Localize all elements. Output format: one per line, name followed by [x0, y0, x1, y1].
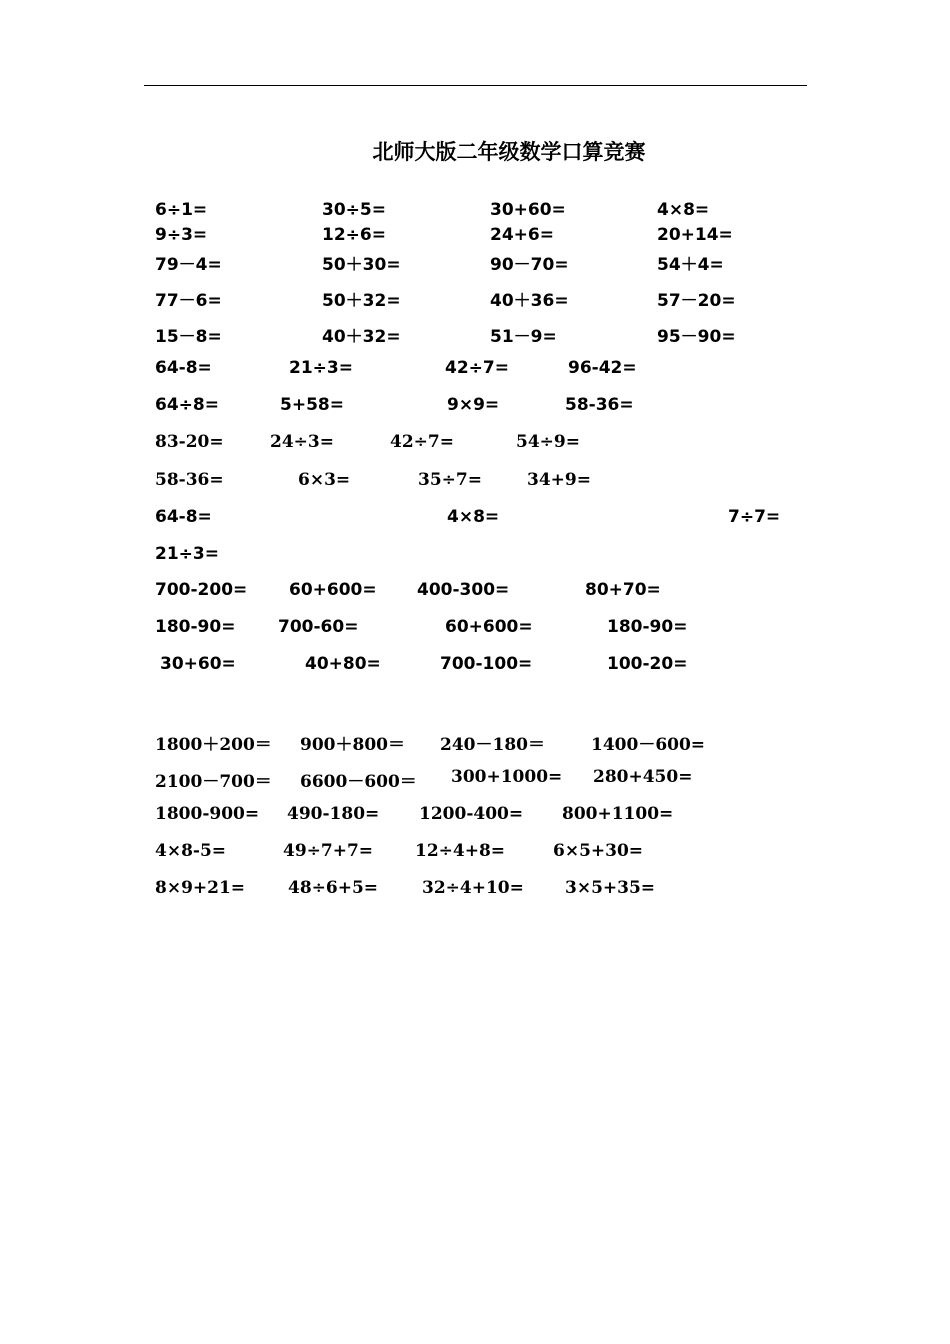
problem-item: 1400－600= — [591, 735, 706, 755]
page-title: 北师大版二年级数学口算竞赛 — [372, 140, 646, 164]
problem-item: 32÷4+10= — [422, 878, 524, 898]
problem-item: 40＋32= — [322, 327, 401, 347]
problem-item: 12÷4+8= — [415, 841, 506, 861]
problem-item: 7÷7= — [728, 507, 781, 527]
problem-item: 40＋36= — [490, 291, 569, 311]
problem-item: 90－70= — [490, 255, 569, 275]
problem-item: 48÷6+5= — [288, 878, 379, 898]
problem-item: 3×5+35= — [565, 878, 656, 898]
problem-item: 64÷8= — [155, 395, 219, 415]
problem-item: 42÷7= — [445, 358, 509, 378]
problem-item: 20+14= — [657, 225, 733, 245]
problem-item: 57－20= — [657, 291, 736, 311]
problem-item: 2100－700＝ — [155, 772, 272, 792]
problem-item: 9×9= — [447, 395, 500, 415]
problem-item: 300+1000= — [451, 767, 563, 787]
problem-item: 24÷3= — [270, 432, 334, 452]
problem-item: 12÷6= — [322, 225, 386, 245]
problem-item: 800+1100= — [562, 804, 674, 824]
problem-item: 64-8= — [155, 358, 212, 378]
problem-item: 6÷1= — [155, 200, 208, 220]
problem-item: 60+600= — [289, 580, 377, 600]
problem-item: 35÷7= — [418, 470, 482, 490]
problem-item: 6600－600＝ — [300, 772, 417, 792]
problem-item: 50＋32= — [322, 291, 401, 311]
problem-item: 4×8= — [447, 507, 500, 527]
problem-item: 900＋800＝ — [300, 735, 405, 755]
problem-item: 180-90= — [155, 617, 236, 637]
problem-item: 30+60= — [160, 654, 236, 674]
problem-item: 34+9= — [527, 470, 591, 490]
problem-item: 30+60= — [490, 200, 566, 220]
problem-item: 180-90= — [607, 617, 688, 637]
problem-item: 58-36= — [155, 470, 224, 490]
problem-item: 100-20= — [607, 654, 688, 674]
problem-item: 95－90= — [657, 327, 736, 347]
problem-item: 400-300= — [417, 580, 510, 600]
problem-item: 15－8= — [155, 327, 222, 347]
problem-item: 96-42= — [568, 358, 637, 378]
problem-item: 4×8= — [657, 200, 710, 220]
problem-item: 700-200= — [155, 580, 248, 600]
problem-item: 51－9= — [490, 327, 557, 347]
problem-item: 490-180= — [287, 804, 380, 824]
problem-item: 83-20= — [155, 432, 224, 452]
problem-item: 24+6= — [490, 225, 554, 245]
problem-item: 1800-900= — [155, 804, 260, 824]
problem-item: 54÷9= — [516, 432, 580, 452]
problem-item: 4×8-5= — [155, 841, 227, 861]
problem-item: 280+450= — [593, 767, 693, 787]
problem-item: 240－180＝ — [440, 735, 545, 755]
problem-item: 700-60= — [278, 617, 359, 637]
problem-item: 50＋30= — [322, 255, 401, 275]
problem-item: 64-8= — [155, 507, 212, 527]
problem-item: 49÷7+7= — [283, 841, 374, 861]
problem-item: 40+80= — [305, 654, 381, 674]
problem-item: 58-36= — [565, 395, 634, 415]
problem-item: 79－4= — [155, 255, 222, 275]
problem-item: 1200-400= — [419, 804, 524, 824]
problem-item: 54＋4= — [657, 255, 724, 275]
problem-item: 30÷5= — [322, 200, 386, 220]
problem-item: 6×3= — [298, 470, 351, 490]
problem-item: 21÷3= — [289, 358, 353, 378]
problem-item: 8×9+21= — [155, 878, 246, 898]
header-rule — [144, 85, 807, 86]
problem-item: 42÷7= — [390, 432, 454, 452]
problem-item: 77－6= — [155, 291, 222, 311]
problem-item: 9÷3= — [155, 225, 208, 245]
problem-item: 6×5+30= — [553, 841, 644, 861]
problem-item: 80+70= — [585, 580, 661, 600]
problem-item: 5+58= — [280, 395, 344, 415]
problem-item: 1800＋200＝ — [155, 735, 272, 755]
problem-item: 60+600= — [445, 617, 533, 637]
problem-item: 700-100= — [440, 654, 533, 674]
problem-item: 21÷3= — [155, 544, 219, 564]
